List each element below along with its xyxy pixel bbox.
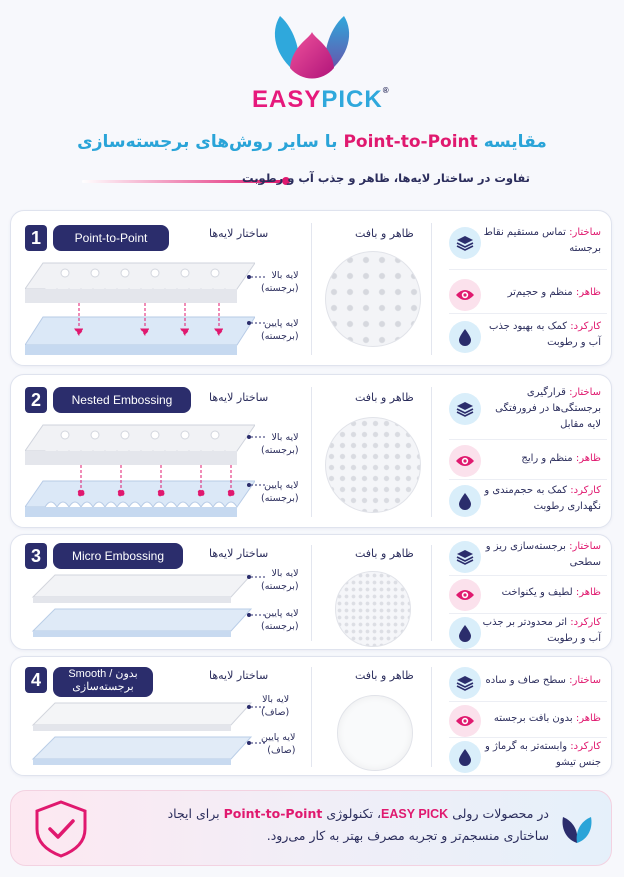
drop-icon: [449, 485, 481, 517]
logo-text-pick: PICK: [321, 86, 383, 113]
feature-function: [441, 319, 609, 359]
title-part1: مقایسه: [483, 132, 547, 152]
drop-icon: [449, 321, 481, 353]
top-layer-state: (برجسته): [261, 283, 299, 294]
bottom-layer-state: (صاف): [267, 745, 296, 756]
divider: [431, 387, 432, 517]
top-layer-name: لایه بالا: [271, 270, 299, 281]
method-label: [53, 667, 153, 697]
feature-key: ظاهر:: [575, 287, 601, 298]
feature-divider: [449, 313, 607, 314]
bottom-layer-name: لایه پایین: [264, 318, 299, 329]
bottom-layer-state: (برجسته): [261, 331, 299, 342]
registered-mark: ®: [382, 86, 390, 95]
top-layer-name: لایه بالا: [271, 432, 299, 443]
footer-tech: Point-to-Point: [223, 806, 323, 821]
feature-divider: [449, 613, 607, 614]
title-highlight: Point-to-Point: [343, 132, 478, 152]
footer-text: [131, 803, 549, 847]
method-label-line1: Smooth / بدون: [68, 668, 138, 680]
top-layer-name: لایه بالا: [262, 694, 290, 705]
layers-icon: [449, 393, 481, 425]
feature-key: ساختار:: [569, 541, 601, 552]
layers-illustration: [25, 419, 255, 523]
feature-key: ساختار:: [569, 227, 601, 238]
eye-icon: [449, 445, 481, 477]
layers-illustration: [25, 255, 255, 359]
feature-key: کارکرد:: [570, 321, 601, 332]
eye-icon: [449, 579, 481, 611]
layers-icon: [449, 541, 481, 573]
card-number: 2: [25, 387, 47, 413]
feature-function: [441, 483, 609, 523]
drop-icon: [449, 741, 481, 773]
title-part2: با سایر روش‌های برجسته‌سازی: [77, 132, 338, 152]
texture-sample: [337, 695, 413, 771]
divider: [431, 667, 432, 767]
eye-icon: [449, 705, 481, 737]
feature-text: تماس مستقیم نقاط برجسته: [483, 227, 601, 254]
feature-text: سطح صاف و ساده: [485, 675, 566, 686]
comparison-card-3: [10, 534, 612, 650]
feature-structure: [441, 385, 609, 437]
layers-header: ساختار لایه‌ها: [209, 547, 269, 560]
feature-key: ظاهر:: [575, 453, 601, 464]
feature-key: ساختار:: [569, 675, 601, 686]
feature-appearance: [441, 443, 609, 483]
card-number: 3: [25, 543, 47, 569]
layers-illustration: [25, 573, 255, 639]
feature-divider: [449, 269, 607, 270]
comparison-card-2: [10, 374, 612, 528]
feature-appearance: [441, 577, 609, 617]
method-label: Point-to-Point: [53, 225, 169, 251]
feature-divider: [449, 479, 607, 480]
page-title: [0, 132, 624, 152]
divider: [311, 223, 312, 355]
bottom-layer-label: [261, 479, 299, 505]
feature-text: کمک به حجم‌مندی و نگهداری رطوبت: [484, 485, 601, 512]
footer-prefix: در محصولات رولی: [452, 806, 549, 821]
bottom-layer-label: [261, 607, 299, 633]
feature-key: ظاهر:: [575, 587, 601, 598]
brand-logo: [252, 10, 390, 113]
layers-icon: [449, 667, 481, 699]
feature-key: کارکرد:: [570, 741, 601, 752]
feature-text: برجسته‌سازی ریز و سطحی: [485, 541, 601, 568]
feature-structure: [441, 665, 609, 705]
layers-header: ساختار لایه‌ها: [209, 669, 269, 682]
comparison-card-1: [10, 210, 612, 366]
feature-text: کمک به بهبود جذب آب و رطوبت: [489, 321, 601, 348]
texture-header: ظاهر و بافت: [355, 669, 414, 682]
feature-text: بدون بافت برجسته: [493, 713, 573, 724]
feature-divider: [449, 439, 607, 440]
divider: [311, 667, 312, 767]
feature-text: لطیف و یکنواخت: [501, 587, 573, 598]
card-number: 4: [25, 667, 47, 693]
feature-text: منظم و رایج: [521, 453, 573, 464]
footer-brand: EASY PICK: [381, 807, 449, 821]
card-number: 1: [25, 225, 47, 251]
feature-key: کارکرد:: [570, 485, 601, 496]
feature-appearance: [441, 277, 609, 317]
divider: [311, 387, 312, 517]
feature-structure: [441, 225, 609, 265]
feature-divider: [449, 575, 607, 576]
comparison-card-4: [10, 656, 612, 776]
texture-sample: [335, 571, 411, 647]
feature-structure: [441, 539, 609, 579]
drop-icon: [449, 617, 481, 649]
divider: [431, 223, 432, 355]
bottom-layer-name: لایه پایین: [261, 732, 296, 743]
footer-banner: [10, 790, 612, 866]
texture-header: ظاهر و بافت: [355, 547, 414, 560]
top-layer-state: (برجسته): [261, 445, 299, 456]
bottom-layer-state: (برجسته): [261, 621, 299, 632]
top-layer-label: [261, 431, 299, 457]
bunny-ears-icon: [252, 10, 372, 88]
feature-divider: [449, 701, 607, 702]
method-label: Micro Embossing: [53, 543, 183, 569]
texture-sample: [325, 251, 421, 347]
layers-illustration: [25, 701, 255, 767]
feature-key: ساختار:: [569, 387, 601, 398]
layers-icon: [449, 227, 481, 259]
feature-text: منظم و حجیم‌تر: [507, 287, 573, 298]
feature-function: [441, 739, 609, 779]
shield-check-icon: [33, 799, 89, 859]
feature-text: قرارگیری برجستگی‌ها در فرورفتگی لایه مقابل: [495, 387, 601, 430]
bottom-layer-name: لایه پایین: [264, 480, 299, 491]
feature-function: [441, 615, 609, 655]
eye-icon: [449, 279, 481, 311]
texture-header: ظاهر و بافت: [355, 391, 414, 404]
method-label-line2: برجسته‌سازی: [72, 681, 134, 693]
layers-header: ساختار لایه‌ها: [209, 227, 269, 240]
top-layer-state: (صاف): [261, 707, 290, 718]
leaves-icon: [559, 813, 595, 845]
feature-key: کارکرد:: [570, 617, 601, 628]
page-subtitle: تفاوت در ساختار لایه‌ها، ظاهر و جذب آب و رطوبت: [242, 171, 530, 185]
method-label: Nested Embossing: [53, 387, 191, 413]
top-layer-state: (برجسته): [261, 581, 299, 592]
bottom-layer-state: (برجسته): [261, 493, 299, 504]
top-layer-label: [261, 567, 299, 593]
bottom-layer-label: [261, 317, 299, 343]
layers-header: ساختار لایه‌ها: [209, 391, 269, 404]
feature-key: ظاهر:: [575, 713, 601, 724]
footer-suffix: برای ایجاد ساختاری منسجم‌تر و تجربه مصرف بهتر به کار می‌رود.: [167, 806, 549, 843]
texture-header: ظاهر و بافت: [355, 227, 414, 240]
footer-middle: ، تکنولوژی: [326, 806, 382, 821]
top-layer-label: [261, 269, 299, 295]
feature-text: اثر محدودتر بر جذب آب و رطوبت: [482, 617, 601, 644]
logo-wordmark: [252, 86, 390, 114]
texture-sample: [325, 417, 421, 513]
bottom-layer-name: لایه پایین: [264, 608, 299, 619]
divider: [431, 545, 432, 641]
logo-text-easy: EASY: [252, 86, 322, 113]
top-layer-label: [261, 693, 289, 719]
feature-text: وابسته‌تر به گرماژ و جنس تیشو: [485, 741, 601, 768]
top-layer-name: لایه بالا: [271, 568, 299, 579]
feature-divider: [449, 737, 607, 738]
bottom-layer-label: [261, 731, 295, 757]
divider: [311, 545, 312, 641]
